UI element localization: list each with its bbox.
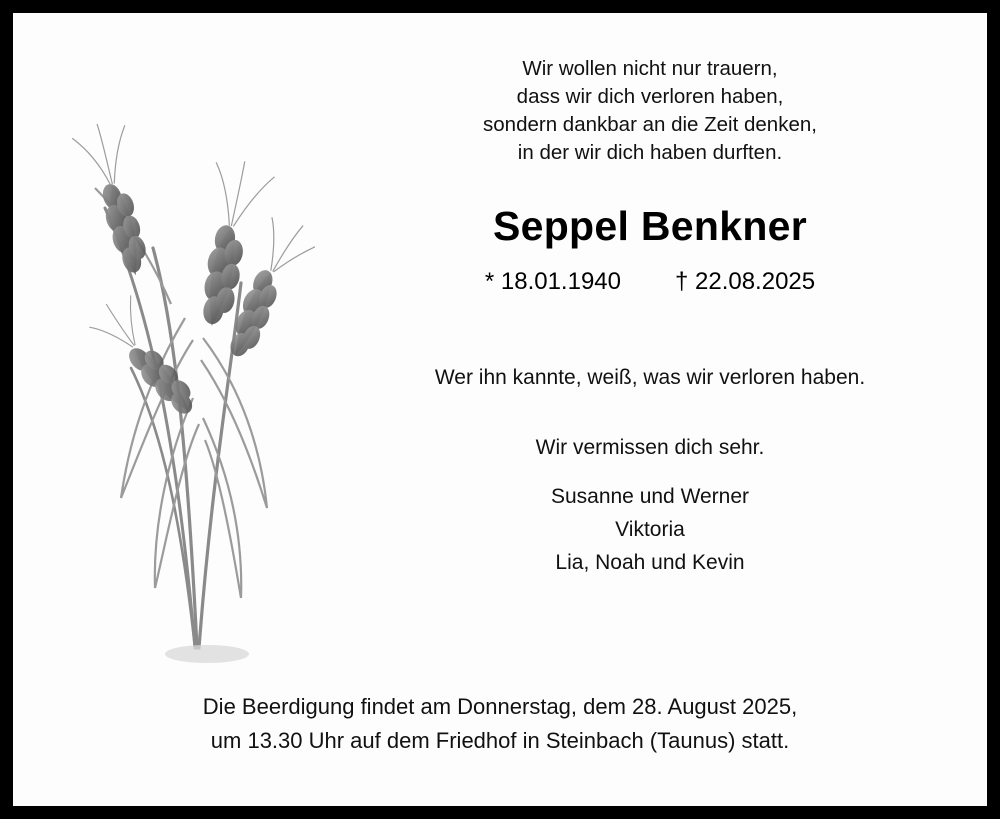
- family-line: Viktoria: [615, 518, 685, 541]
- verse-line: Wir wollen nicht nur trauern,: [522, 57, 778, 80]
- verse-line: in der wir dich haben durften.: [517, 141, 783, 164]
- life-dates: [313, 268, 987, 296]
- verse-block: [313, 55, 987, 167]
- verse-line: dass wir dich verloren haben,: [516, 85, 784, 108]
- verse-line: sondern dankbar an die Zeit denken,: [483, 113, 817, 136]
- family-names: [313, 480, 987, 579]
- missing-line: Wir vermissen dich sehr.: [535, 436, 765, 459]
- death-date: † 22.08.2025: [674, 268, 816, 295]
- tribute-line: Wer ihn kannte, weiß, was wir verloren haben.: [434, 366, 866, 389]
- notice-text-column: [313, 13, 987, 806]
- funeral-line: um 13.30 Uhr auf dem Friedhof in Steinbach (Taunus) statt.: [210, 728, 790, 753]
- funeral-line: Die Beerdigung findet am Donnerstag, dem 28. August 2025,: [202, 694, 798, 719]
- family-line: Lia, Noah und Kevin: [555, 551, 745, 574]
- funeral-details: [13, 690, 987, 758]
- birth-date: * 18.01.1940: [484, 268, 621, 295]
- deceased-name: Seppel Benkner: [492, 203, 808, 249]
- family-line: Susanne und Werner: [550, 485, 750, 508]
- notice-inner: [13, 13, 987, 806]
- wheat-ears-icon: [35, 68, 315, 668]
